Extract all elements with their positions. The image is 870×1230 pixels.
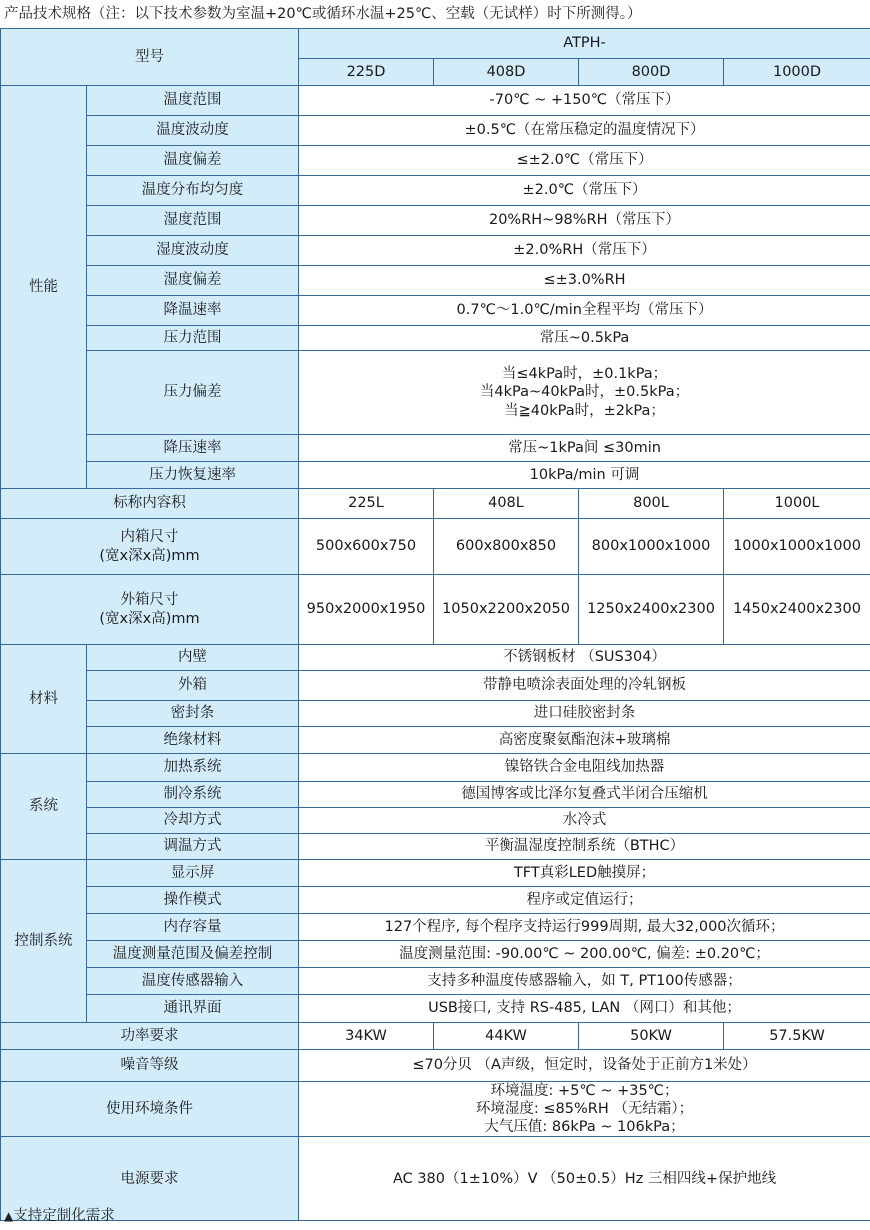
param-label: 压力恢复速率 <box>87 462 299 489</box>
param-value: 不锈钢板材 （SUS304） <box>299 645 870 671</box>
param-label: 操作模式 <box>87 887 299 914</box>
inner-size-label-line: 内箱尺寸 <box>120 529 179 546</box>
param-label: 温度测量范围及偏差控制 <box>87 941 299 968</box>
inner-size-value: 500x600x750 <box>299 519 434 575</box>
model-name: 225D <box>299 59 434 86</box>
param-value: 20%RH~98%RH（常压下） <box>299 206 870 236</box>
outer-size-value: 1250x2400x2300 <box>579 575 724 645</box>
param-label: 内壁 <box>87 645 299 671</box>
param-label: 压力偏差 <box>87 351 299 435</box>
param-label: 降压速率 <box>87 435 299 462</box>
param-value: 10kPa/min 可调 <box>299 462 870 489</box>
model-name: 408D <box>434 59 579 86</box>
param-label: 外箱 <box>87 671 299 701</box>
outer-size-label <box>1 575 299 645</box>
group-performance: 性能 <box>1 86 87 489</box>
inner-size-value: 1000x1000x1000 <box>724 519 870 575</box>
volume-value: 1000L <box>724 489 870 519</box>
group-control: 控制系统 <box>1 860 87 1023</box>
environment-value <box>299 1082 870 1137</box>
param-label: 调温方式 <box>87 834 299 860</box>
spec-table <box>0 28 870 1221</box>
model-name: 1000D <box>724 59 870 86</box>
param-label: 温度分布均匀度 <box>87 176 299 206</box>
param-value: 温度测量范围: -90.00℃ ~ 200.00℃, 偏差: ±0.20℃； <box>299 941 870 968</box>
param-value: 程序或定值运行； <box>299 887 870 914</box>
environment-label: 使用环境条件 <box>1 1082 299 1137</box>
outer-size-label-line: (宽x深x高)mm <box>99 610 200 627</box>
param-label: 制冷系统 <box>87 782 299 808</box>
model-label: 型号 <box>1 29 299 86</box>
outer-size-label-line: 外箱尺寸 <box>120 592 179 609</box>
param-value <box>299 351 870 435</box>
power-value: 57.5KW <box>724 1023 870 1050</box>
model-name: 800D <box>579 59 724 86</box>
param-value: 水冷式 <box>299 808 870 834</box>
inner-size-label <box>1 519 299 575</box>
volume-value: 225L <box>299 489 434 519</box>
param-value: TFT真彩LED触摸屏； <box>299 860 870 887</box>
param-value: USB接口, 支持 RS-485, LAN （网口）和其他； <box>299 995 870 1023</box>
triangle-icon: ▲ <box>4 1209 14 1223</box>
param-value: 高密度聚氨酯泡沫+玻璃棉 <box>299 727 870 754</box>
param-value: ≤±2.0℃（常压下） <box>299 146 870 176</box>
volume-label: 标称内容积 <box>1 489 299 519</box>
model-series: ATPH- <box>299 29 870 59</box>
param-value: ±0.5℃（在常压稳定的温度情况下） <box>299 116 870 146</box>
param-value: 常压~0.5kPa <box>299 326 870 351</box>
param-label: 温度偏差 <box>87 146 299 176</box>
supply-label: 电源要求 <box>1 1137 299 1221</box>
outer-size-value: 950x2000x1950 <box>299 575 434 645</box>
param-value: 平衡温湿度控制系统（BTHC） <box>299 834 870 860</box>
volume-value: 800L <box>579 489 724 519</box>
param-label: 通讯界面 <box>87 995 299 1023</box>
param-value: 支持多种温度传感器输入，如 T, PT100传感器； <box>299 968 870 995</box>
param-label: 湿度偏差 <box>87 266 299 296</box>
param-value: -70℃ ~ +150℃（常压下） <box>299 86 870 116</box>
param-value: 德国博客或比泽尔复叠式半闭合压缩机 <box>299 782 870 808</box>
param-label: 显示屏 <box>87 860 299 887</box>
volume-value: 408L <box>434 489 579 519</box>
noise-value: ≤70分贝 （A声级，恒定时，设备处于正前方1米处） <box>299 1050 870 1082</box>
param-label: 湿度波动度 <box>87 236 299 266</box>
param-label: 绝缘材料 <box>87 727 299 754</box>
param-value: 常压~1kPa间 ≤30min <box>299 435 870 462</box>
power-label: 功率要求 <box>1 1023 299 1050</box>
param-label: 加热系统 <box>87 754 299 782</box>
param-value: 镍铬铁合金电阻线加热器 <box>299 754 870 782</box>
param-value: 带静电喷涂表面处理的冷轧钢板 <box>299 671 870 701</box>
outer-size-value: 1450x2400x2300 <box>724 575 870 645</box>
pressure-deviation-line: 当≧40kPa时，±2kPa； <box>504 402 665 419</box>
environment-line: 环境温度: +5℃ ~ +35℃； <box>490 1083 679 1099</box>
param-value: ±2.0℃（常压下） <box>299 176 870 206</box>
param-label: 内存容量 <box>87 914 299 941</box>
noise-label: 噪音等级 <box>1 1050 299 1082</box>
param-label: 压力范围 <box>87 326 299 351</box>
param-label: 冷却方式 <box>87 808 299 834</box>
outer-size-value: 1050x2200x2050 <box>434 575 579 645</box>
inner-size-value: 600x800x850 <box>434 519 579 575</box>
group-system: 系统 <box>1 754 87 860</box>
param-label: 温度范围 <box>87 86 299 116</box>
param-label: 温度传感器输入 <box>87 968 299 995</box>
inner-size-label-line: (宽x深x高)mm <box>99 547 200 564</box>
param-value: ≤±3.0%RH <box>299 266 870 296</box>
footer-text: 支持定制化需求 <box>13 1208 115 1224</box>
supply-value: AC 380（1±10%）V （50±0.5）Hz 三相四线+保护地线 <box>299 1137 870 1221</box>
param-label: 降温速率 <box>87 296 299 326</box>
group-materials: 材料 <box>1 645 87 754</box>
environment-line: 大气压值: 86kPa ~ 106kPa； <box>484 1119 685 1136</box>
param-value: 进口硅胶密封条 <box>299 701 870 727</box>
param-label: 密封条 <box>87 701 299 727</box>
param-value: 127个程序, 每个程序支持运行999周期, 最大32,000次循环； <box>299 914 870 941</box>
pressure-deviation-line: 当4kPa~40kPa时，±0.5kPa； <box>479 384 690 401</box>
param-label: 温度波动度 <box>87 116 299 146</box>
environment-line: 环境湿度: ≤85%RH （无结霜）； <box>475 1101 694 1118</box>
inner-size-value: 800x1000x1000 <box>579 519 724 575</box>
spec-note: 产品技术规格（注：以下技术参数为室温+20℃或循环水温+25℃、空载（无试样）时下所测得。） <box>0 0 870 30</box>
param-label: 湿度范围 <box>87 206 299 236</box>
pressure-deviation-line: 当≤4kPa时，±0.1kPa； <box>501 366 668 383</box>
footer-note <box>4 1204 115 1225</box>
param-value: 0.7℃～1.0℃/min全程平均（常压下） <box>299 296 870 326</box>
power-value: 50KW <box>579 1023 724 1050</box>
param-value: ±2.0%RH（常压下） <box>299 236 870 266</box>
power-value: 44KW <box>434 1023 579 1050</box>
power-value: 34KW <box>299 1023 434 1050</box>
